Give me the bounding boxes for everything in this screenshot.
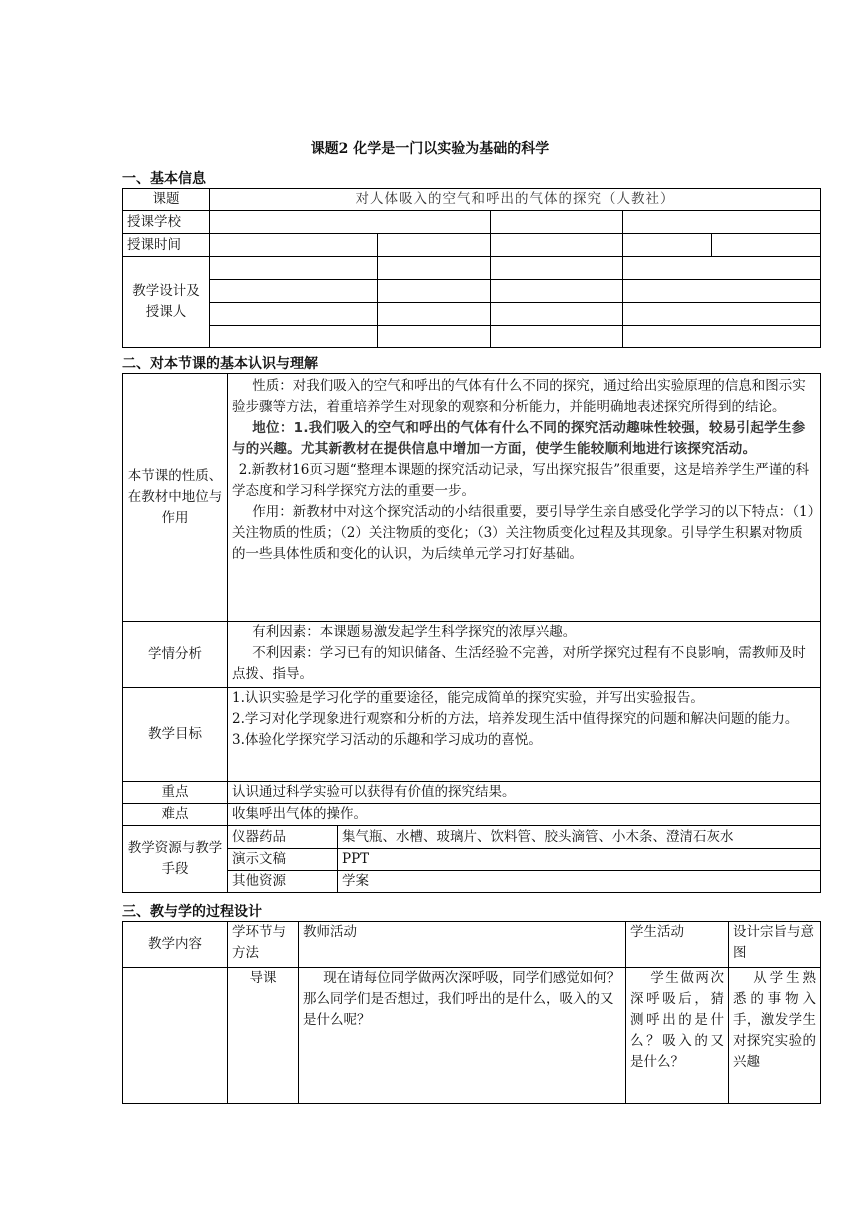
time-cell-2 xyxy=(378,234,491,257)
row-content xyxy=(123,968,228,1104)
header-stage: 学环节与方法 xyxy=(228,922,299,968)
designer-cell xyxy=(491,257,623,280)
resource-value: PPT xyxy=(338,849,821,871)
difficulty-text: 收集呼出气体的操作。 xyxy=(228,804,821,826)
header-content: 教学内容 xyxy=(123,922,228,968)
time-cell-3 xyxy=(491,234,623,257)
designer-cell xyxy=(378,326,491,348)
nature-text: 性质：对我们吸入的空气和呼出的气体有什么不同的探究，通过给出实验原理的信息和图示实验步骤等方法，着重培养学生对现象的观察和分析能力，并能明确地表述探究所得到的结论。 xyxy=(232,378,806,415)
designer-cell xyxy=(623,303,821,326)
nature-label: 本节课的性质、在教材中地位与作用 xyxy=(123,374,228,622)
process-table xyxy=(122,921,821,1104)
school-cell-3 xyxy=(623,211,821,234)
time-cell-1 xyxy=(210,234,378,257)
section3-heading: 三、教与学的过程设计 xyxy=(122,904,262,920)
goal-item: 1.认识实验是学习化学的重要途径，能完成简单的探究实验，并写出实验报告。 xyxy=(232,690,704,706)
designer-cell xyxy=(623,280,821,303)
time-cell-5 xyxy=(712,234,821,257)
time-label: 授课时间 xyxy=(123,234,210,257)
header-student: 学生活动 xyxy=(626,922,729,968)
resource-value: 集气瓶、水槽、玻璃片、饮料管、胶头滴管、小木条、澄清石灰水 xyxy=(338,826,821,849)
row-stage: 导课 xyxy=(228,968,299,1104)
time-cell-4 xyxy=(623,234,712,257)
key-text: 认识通过科学实验可以获得有价值的探究结果。 xyxy=(228,782,821,804)
goals-cell xyxy=(228,688,821,782)
resource-value: 学案 xyxy=(338,871,821,893)
row-student: 学生做两次深呼吸后，猜测呼出的是什么？吸入的又是什么？ xyxy=(630,970,724,1070)
designer-cell xyxy=(210,326,378,348)
nature-cell xyxy=(228,374,821,622)
analysis-label: 学情分析 xyxy=(123,622,228,688)
analysis-cell xyxy=(228,622,821,688)
designer-cell xyxy=(491,326,623,348)
section2-heading: 二、对本节课的基本认识与理解 xyxy=(122,356,318,372)
designer-cell xyxy=(623,257,821,280)
unfavorable-text: 不利因素：学习已有的知识储备、生活经验不完善，对所学探究过程有不良影响，需教师及时点拨、指导。 xyxy=(232,645,806,682)
designer-cell xyxy=(210,257,378,280)
row-teacher: 现在请每位同学做两次深呼吸，同学们感觉如何？那么同学们是否想过，我们呼出的是什么，吸入的又是什么呢？ xyxy=(303,970,621,1028)
header-teacher: 教师活动 xyxy=(299,922,626,968)
document-title: 课题2 化学是一门以实验为基础的科学 xyxy=(310,141,550,157)
designer-label: 教学设计及授课人 xyxy=(123,257,210,348)
designer-cell xyxy=(491,303,623,326)
goals-label: 教学目标 xyxy=(123,688,228,782)
understanding-table xyxy=(122,373,821,893)
basic-info-table xyxy=(122,188,821,348)
row-teacher-cell xyxy=(299,968,626,1104)
designer-cell xyxy=(378,257,491,280)
role-text: 作用：新教材中对这个探究活动的小结很重要，要引导学生亲自感受化学学习的以下特点：（1）关注物质的性质；（2）关注物质的变化；（3）关注物质变化过程及其现象。引导学生积累对物质的一些具体性质和变化的认识，为后续单元学习打好基础。 xyxy=(232,504,815,562)
resource-name: 仪器药品 xyxy=(228,826,338,849)
resource-name: 演示文稿 xyxy=(228,849,338,871)
row-student-cell xyxy=(626,968,729,1104)
school-label: 授课学校 xyxy=(123,211,210,234)
resources-label: 教学资源与教学手段 xyxy=(123,826,228,893)
designer-cell xyxy=(378,303,491,326)
goal-item: 3.体验化学探究学习活动的乐趣和学习成功的喜悦。 xyxy=(232,732,542,748)
designer-cell xyxy=(378,280,491,303)
school-cell-2 xyxy=(491,211,623,234)
topic-label: 课题 xyxy=(123,189,210,211)
topic-value: 对人体吸入的空气和呼出的气体的探究（人教社） xyxy=(210,189,821,211)
key-label: 重点 xyxy=(123,782,228,804)
header-purpose: 设计宗旨与意图 xyxy=(729,922,821,968)
status-text: 地位：1.我们吸入的空气和呼出的气体有什么不同的探究活动趣味性较强，较易引起学生参与的兴趣。尤其新教材在提供信息中增加一方面，使学生能较顺利地进行该探究活动。 xyxy=(232,420,806,457)
designer-cell xyxy=(210,280,378,303)
row-purpose-cell xyxy=(729,968,821,1104)
row-purpose: 从学生熟悉的事物入手，激发学生对探究实验的兴趣 xyxy=(733,970,816,1070)
designer-cell xyxy=(210,303,378,326)
favorable-text: 有利因素：本课题易激发起学生科学探究的浓厚兴趣。 xyxy=(252,624,577,640)
resource-name: 其他资源 xyxy=(228,871,338,893)
difficulty-label: 难点 xyxy=(123,804,228,826)
designer-cell xyxy=(491,280,623,303)
point2-text: 2.新教材16页习题“整理本课题的探究活动记录，写出探究报告”很重要，这是培养学生严谨的科学态度和学习科学探究方法的重要一步。 xyxy=(232,462,810,499)
section1-heading: 一、基本信息 xyxy=(122,171,206,187)
school-cell-1 xyxy=(210,211,491,234)
goal-item: 2.学习对化学现象进行观察和分析的方法，培养发现生活中值得探究的问题和解决问题的能力。 xyxy=(232,711,799,727)
designer-cell xyxy=(623,326,821,348)
